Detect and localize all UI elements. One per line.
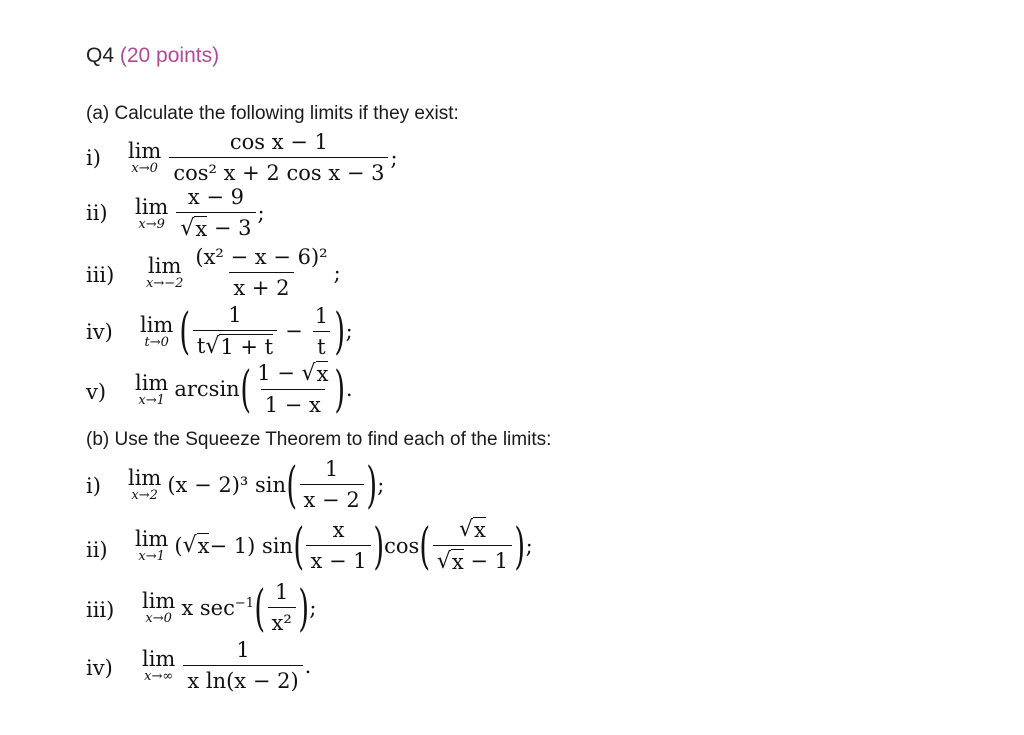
limit-operator: lim x→−2 [146,254,184,291]
limit-a-iii: lim x→−2 $\frac{\text{(x² − x − 6)²}}{x + 2}$ ; [146,245,341,300]
part-a-label-i: i) [86,146,101,170]
limit-a-iv: lim t→0 ( 1 t √ 1 + t − $\frac{1}{t}$ ) ; [140,302,353,360]
part-a-label-iv: iv) [86,320,113,344]
limit-operator: lim x→1 [135,527,169,564]
fraction: $\frac{1}{\text{x²}}$ [268,580,296,635]
limit-b-ii: lim x→1 ( √ x − 1) sin ( $\frac{x}{x - 1}$ ) cos ( √ x √ x − 1 ) ; [135,516,533,575]
limit-b-iv: lim x→∞ $\frac{1}{\text{x ln(x − 2)}}$ . [142,638,312,693]
fraction: $\frac{1}{x - 2}$ [300,457,364,512]
fraction: 1 − √ x 1 − x [257,361,329,417]
part-a-label-ii: ii) [86,201,108,225]
part-a-prompt: (a) Calculate the following limits if they exist: [86,103,459,124]
part-b-prompt: (b) Use the Squeeze Theorem to find each of the limits: [86,429,552,450]
question-number: Q4 [86,44,115,67]
part-b-label-i: i) [86,474,101,498]
limit-operator: lim x→∞ [142,647,176,684]
fraction: $\frac{1}{\text{x ln(x − 2)}}$ [183,638,302,693]
question-points: (20 points) [119,44,220,67]
question-heading [86,44,219,68]
limit-a-i: lim x→0 $\frac{\text{cos x − 1}}{\text{cos² x + 2 cos x − 3}}$ ; [128,130,398,185]
fraction: √ x √ x − 1 [433,517,512,574]
limit-b-iii: lim x→0 x sec −1 ( $\frac{1}{\text{x²}}$ ) ; [142,578,317,637]
fraction: $\frac{x}{x - 1}$ [306,518,370,573]
fraction: 1 t √ 1 + t [193,303,277,359]
limit-operator: lim x→0 [142,589,176,626]
part-a-label-iii: iii) [86,263,115,287]
part-a-label-v: v) [86,380,107,404]
limit-operator: lim x→0 [128,139,162,176]
limit-a-v: lim x→1 arcsin ( 1 − √ x 1 − x ) . [135,360,353,418]
part-b-label-iv: iv) [86,656,113,680]
part-b-label-iii: iii) [86,598,115,622]
fraction: $\frac{\text{cos x − 1}}{\text{cos² x + 2 cos x − 3}}$ [169,130,388,185]
fraction: $\frac{\text{(x² − x − 6)²}}{x + 2}$ [195,245,328,300]
limit-operator: lim x→1 [135,370,169,408]
limit-a-ii: lim x→9 x − 9 √ x − 3 ; [135,185,265,241]
limit-b-i: lim x→2 (x − 2)³ sin ( $\frac{1}{x - 2}$ ) ; [128,455,385,514]
limit-operator: lim t→0 [140,312,174,350]
limit-operator: lim x→9 [135,194,169,232]
limit-operator: lim x→2 [128,466,162,503]
part-b-label-ii: ii) [86,538,108,562]
fraction: $\frac{1}{t}$ [314,303,329,359]
fraction: x − 9 √ x − 3 [176,185,255,241]
